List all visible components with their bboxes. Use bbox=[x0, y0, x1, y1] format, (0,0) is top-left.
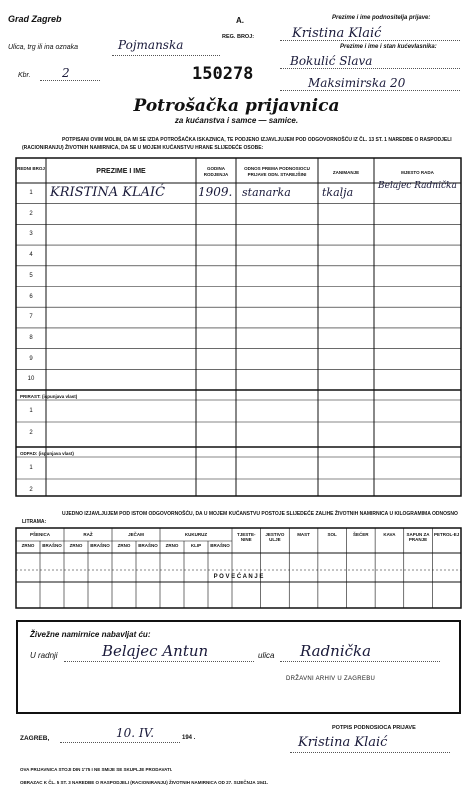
stock-col: TJESTE-NINE bbox=[237, 532, 256, 542]
sign-value: Kristina Klaić bbox=[298, 735, 388, 750]
col-relation: ODNOS PREMA PODNOSIOCU PRIJAVE ODN. STAREJŠINI bbox=[244, 166, 310, 177]
prirast-label: PRIRAST: (ispunjava vlast) bbox=[20, 394, 78, 399]
house-label: Kbr. bbox=[18, 72, 31, 79]
odpad-row-number: 1 bbox=[29, 465, 33, 471]
footer-line1: OVA PRIJAVNICA STOJI DIN 1'75 I NE SMIJE SE SKUPLJE PRODAVATI. bbox=[20, 767, 173, 772]
cell-job: tkalja bbox=[322, 186, 354, 199]
street-label: Ulica, trg ili ina oznaka bbox=[8, 44, 79, 51]
series-label: A. bbox=[236, 16, 244, 25]
stock-col: PETROL-EJ bbox=[434, 532, 460, 537]
supply-label: Živežne namirnice nabavljat ću: bbox=[30, 630, 151, 639]
col-redni: REDNI BROJ bbox=[17, 166, 45, 171]
cell-n: 6 bbox=[29, 293, 33, 300]
owner-value: Bokulić Slava bbox=[290, 54, 373, 68]
cell-n: 4 bbox=[29, 252, 33, 259]
shop-value: Belajec Antun bbox=[102, 642, 209, 660]
stock-col: SOL bbox=[327, 532, 337, 537]
increase-label: P O V E Ć A N J E bbox=[213, 574, 264, 580]
street-value: Pojmanska bbox=[118, 38, 184, 52]
stock-text: UJEDNO IZJAVLJUJEM POD ISTOM ODGOVORNOŠĆU, DA U MOJEM KUĆANSTVU POSTOJE SLIJEDEĆE ZALIHE ŽIVOTNIH NAMIRNICA U KILOGRAMIMA ODNOSNO LITRAMA: bbox=[22, 511, 458, 525]
stock-subcol: BRAŠNO bbox=[210, 543, 230, 548]
odpad-row-number: 2 bbox=[29, 487, 33, 493]
cell-relation: stanarka bbox=[242, 186, 291, 199]
cell-name: KRISTINA KLAIĆ bbox=[50, 185, 166, 200]
col-job: ZANIMANJE bbox=[332, 170, 360, 175]
stock-subcol: ZRNO bbox=[21, 543, 35, 548]
form-number: 150278 bbox=[192, 64, 254, 84]
cell-n: 7 bbox=[29, 314, 33, 321]
page-subtitle: za kućanstva i samce — samice. bbox=[174, 116, 299, 125]
stock-subcol: BRAŠNO bbox=[42, 543, 62, 548]
cell-n: 2 bbox=[29, 210, 33, 217]
sign-place: ZAGREB, bbox=[20, 735, 50, 742]
prirast-row-number: 1 bbox=[29, 408, 33, 414]
stock-subcol: KLIP bbox=[190, 543, 202, 548]
house-value: 2 bbox=[62, 66, 70, 80]
odpad-label: ODPAD: (ispunjava vlast) bbox=[20, 451, 74, 456]
street2-value: Radnička bbox=[300, 642, 372, 660]
stock-col: ŠEĆER bbox=[353, 532, 369, 537]
sign-label: POTPIS PODNOSIOCA PRIJAVE bbox=[332, 725, 416, 731]
applicant-value: Kristina Klaić bbox=[292, 26, 382, 41]
footer-line2: OBRAZAC K ČL. 5 ST. 3 NAREDBE O RASPODJELI (RACIONIRANJU) ŽIVOTNIH NAMIRNICA OD 27. SIJEČNJA 1941. bbox=[20, 780, 268, 785]
stock-col: MAST bbox=[297, 532, 310, 537]
shop-label: U radnji bbox=[30, 651, 58, 660]
stock-col: SAPUN ZA PRANJE bbox=[406, 532, 430, 542]
stock-group: RAŽ bbox=[83, 532, 93, 537]
stock-col: KAVA bbox=[383, 532, 396, 537]
col-name: PREZIME I IME bbox=[96, 168, 146, 175]
reg-label: REG. BROJ: bbox=[222, 34, 255, 40]
prirast-row-number: 2 bbox=[29, 430, 33, 436]
stock-group: JEČAM bbox=[128, 532, 144, 537]
stock-subcol: BRAŠNO bbox=[138, 543, 158, 548]
cell-n: 9 bbox=[29, 355, 33, 362]
intro-text: POTPISANI OVIM MOLIM, DA MI SE IZDA POTROŠAČKA ISKAZNICA, TE PODJENO IZJAVLJUJEM POD ODGOVORNOŠĆU IZ ČL. 13 ST. 1 NAREDBE O RASPODJELI (RACIONIRANJU) ŽIVOTNIH NAMIRNICA, DA SE U MOJEM KUĆANSTVU HRANE SLIJEDEĆE OSOBE: bbox=[22, 137, 452, 151]
shop-line bbox=[64, 661, 254, 662]
owner-label: Prezime i ime i stan kućevlasnika: bbox=[340, 44, 437, 50]
city-label: Grad Zagreb bbox=[8, 14, 62, 24]
stock-subcol: BRAŠNO bbox=[90, 543, 110, 548]
owner-address: Maksimirska 20 bbox=[308, 76, 406, 90]
stock-subcol: ZRNO bbox=[117, 543, 131, 548]
street2-label: ulica bbox=[258, 651, 275, 660]
cell-n: 10 bbox=[27, 376, 35, 383]
cell-n: 3 bbox=[29, 231, 33, 238]
applicant-label: Prezime i ime podnositelja prijave: bbox=[332, 15, 431, 21]
sign-year: 194 . bbox=[182, 735, 196, 741]
col-work: MJESTO RADA bbox=[401, 170, 434, 175]
cell-n: 8 bbox=[29, 334, 33, 341]
stock-group: PŠENICA bbox=[29, 532, 50, 537]
street2-line bbox=[280, 661, 440, 662]
col-year: GODINA RODJENJA bbox=[203, 166, 229, 177]
page-title: Potrošačka prijavnica bbox=[133, 96, 340, 116]
stock-subcol: ZRNO bbox=[69, 543, 83, 548]
sign-date: 10. IV. bbox=[116, 726, 155, 740]
date-line bbox=[60, 742, 180, 743]
sign-line bbox=[290, 752, 450, 753]
stock-subcol: ZRNO bbox=[165, 543, 179, 548]
stock-group: KUKURUZ bbox=[184, 532, 208, 537]
stock-col: JESTIVO ULJE bbox=[265, 532, 285, 542]
cell-n: 5 bbox=[29, 272, 33, 279]
archive-stamp: DRŽAVNI ARHIV U ZAGREBU bbox=[286, 676, 376, 682]
cell-work: Belajec Radnička bbox=[378, 181, 457, 191]
cell-year: 1909. bbox=[198, 185, 233, 199]
cell-n: 1 bbox=[29, 190, 33, 196]
